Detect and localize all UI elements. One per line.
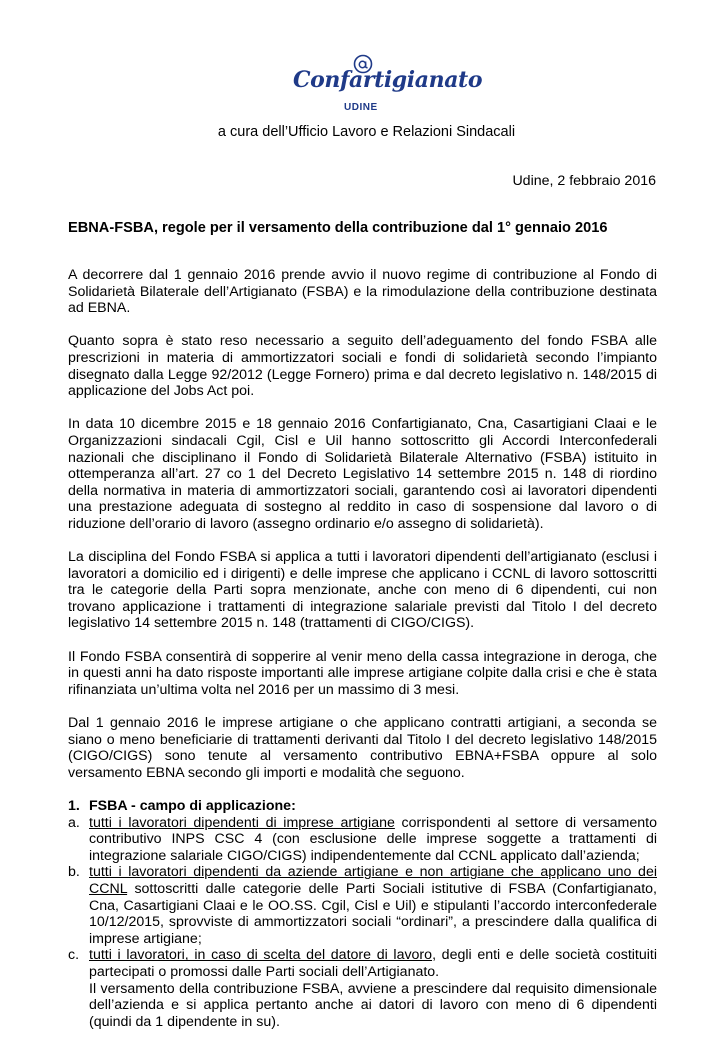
section-number: 1. — [68, 798, 80, 814]
brand-city: UDINE — [344, 102, 378, 113]
document-body — [68, 267, 657, 1047]
list-item-underlined: tutti i lavoratori dipendenti da aziende artigiane e non artigiane che applicano uno dei CCNL — [89, 864, 657, 897]
application-list — [68, 815, 657, 981]
section-heading — [68, 798, 657, 815]
list-marker: a. — [68, 814, 80, 831]
paragraph: Quanto sopra è stato reso necessario a seguito dell’adeguamento del fondo FSBA alle prescrizioni in materia di ammortizzatori sociali e fondi di solidarietà secondo l’impianto disegnato dalla Legge 92/2012 (Legge Fornero) prima e dal decreto legislativo n. 148/2015 di applicazione del Jobs Act poi. — [68, 333, 657, 400]
list-item — [68, 864, 657, 947]
paragraph: A decorrere dal 1 gennaio 2016 prende avvio il nuovo regime di contribuzione al Fondo di Solidarietà Bilaterale dell’Artigianato (FSBA) e la rimodulazione della contribuzione destinata ad EBNA. — [68, 267, 657, 317]
list-item-underlined: tutti i lavoratori dipendenti di imprese artigiane — [89, 814, 395, 831]
document-title: EBNA-FSBA, regole per il versamento della contribuzione dal 1° gennaio 2016 — [68, 220, 608, 236]
list-item-text: corrispondenti al settore di versamento contributivo INPS CSC 4 (con esclusione delle imprese soggette a trattamenti di integrazione salariale CIGO/CIGS) indipendentemente dal CCNL applicato dall’azienda; — [89, 814, 657, 864]
section-heading-text: FSBA - campo di applicazione: — [89, 798, 296, 814]
brand-name: Confartigianato — [293, 67, 483, 93]
list-marker: c. — [68, 947, 80, 964]
list-item — [68, 815, 657, 865]
list-item — [68, 947, 657, 980]
paragraph: In data 10 dicembre 2015 e 18 gennaio 2016 Confartigianato, Cna, Casartigiani Claai e le Organizzazioni sindacali Cgil, Cisl e Uil hanno sottoscritto gli Accordi Interconfederali nazionali che disciplinano il Fondo di Solidarietà Bilaterale Alternativo (FSBA) istituito in ottemperanza all’art. 27 co 1 del Decreto Legislativo 14 settembre 2015 n. 148 di riordino della normativa in materia di ammortizzatori sociali, garantendo così ai lavoratori dipendenti una prestazione adeguata di sostegno al reddito in caso di sospensione dal lavoro o di riduzione dell’orario di lavoro (assegno ordinario e/o assegno di solidarietà). — [68, 416, 657, 532]
list-item-text: sottoscritti dalle categorie delle Parti Sociali istitutive di FSBA (Confartigianato, Cna, Casartigiani Claai e le OO.SS. Cgil, Cisl e Uil) e stipulanti l’accordo interconfederale 10/12/2015, sprovviste di ammortizzatori sociali “ordinari”, a prescindere dalla qualifica di imprese artigiane; — [89, 880, 657, 947]
office-subtitle — [0, 124, 725, 141]
list-item-text: , degli enti e delle società costituiti partecipati o promossi dalle Parti sociali dell’Artigianato. — [89, 947, 657, 980]
paragraph: Dal 1 gennaio 2016 le imprese artigiane o che applicano contratti artigiani, a seconda se siano o meno beneficiarie di trattamenti derivanti dal Titolo I del decreto legislativo 148/2015 (CIGO/CIGS) sono tenute al versamento contributivo EBNA+FSBA oppure al solo versamento EBNA secondo gli importi e modalità che seguono. — [68, 715, 657, 781]
list-marker: b. — [68, 864, 80, 881]
section-tail-paragraph: Il versamento della contribuzione FSBA, avviene a prescindere dal requisito dimensionale dell’azienda e si applica pertanto anche ai datori di lavoro con meno di 6 dipendenti (quindi da 1 dipendente in su). — [89, 980, 657, 1030]
paragraph: La disciplina del Fondo FSBA si applica a tutti i lavoratori dipendenti dell’artigianato (esclusi i lavoratori a domicilio ed i dirigenti) e delle imprese che applicano i CCNL di lavoro sottoscritti tra le categorie della Parti sopra menzionate, anche con meno di 6 dipendenti, cui non trovano applicazione i trattamenti di integrazione salariale previsti dal Titolo I del decreto legislativo 14 settembre 2015 n. 148 (trattamenti di CIGO/CIGS). — [68, 549, 657, 632]
office-text: a cura dell’Ufficio Lavoro e Relazioni Sindacali — [217, 124, 516, 140]
paragraph: Il Fondo FSBA consentirà di sopperire al venir meno della cassa integrazione in deroga, che in questi anni ha dato risposte importanti alle imprese artigiane colpite dalla crisi e che è stata rifinanziata un’ultima volta nel 2016 per un massimo di 3 mesi. — [68, 648, 657, 698]
list-item-underlined: tutti i lavoratori, in caso di scelta del datore di lavoro — [89, 947, 433, 964]
document-date: Udine, 2 febbraio 2016 — [512, 173, 656, 189]
